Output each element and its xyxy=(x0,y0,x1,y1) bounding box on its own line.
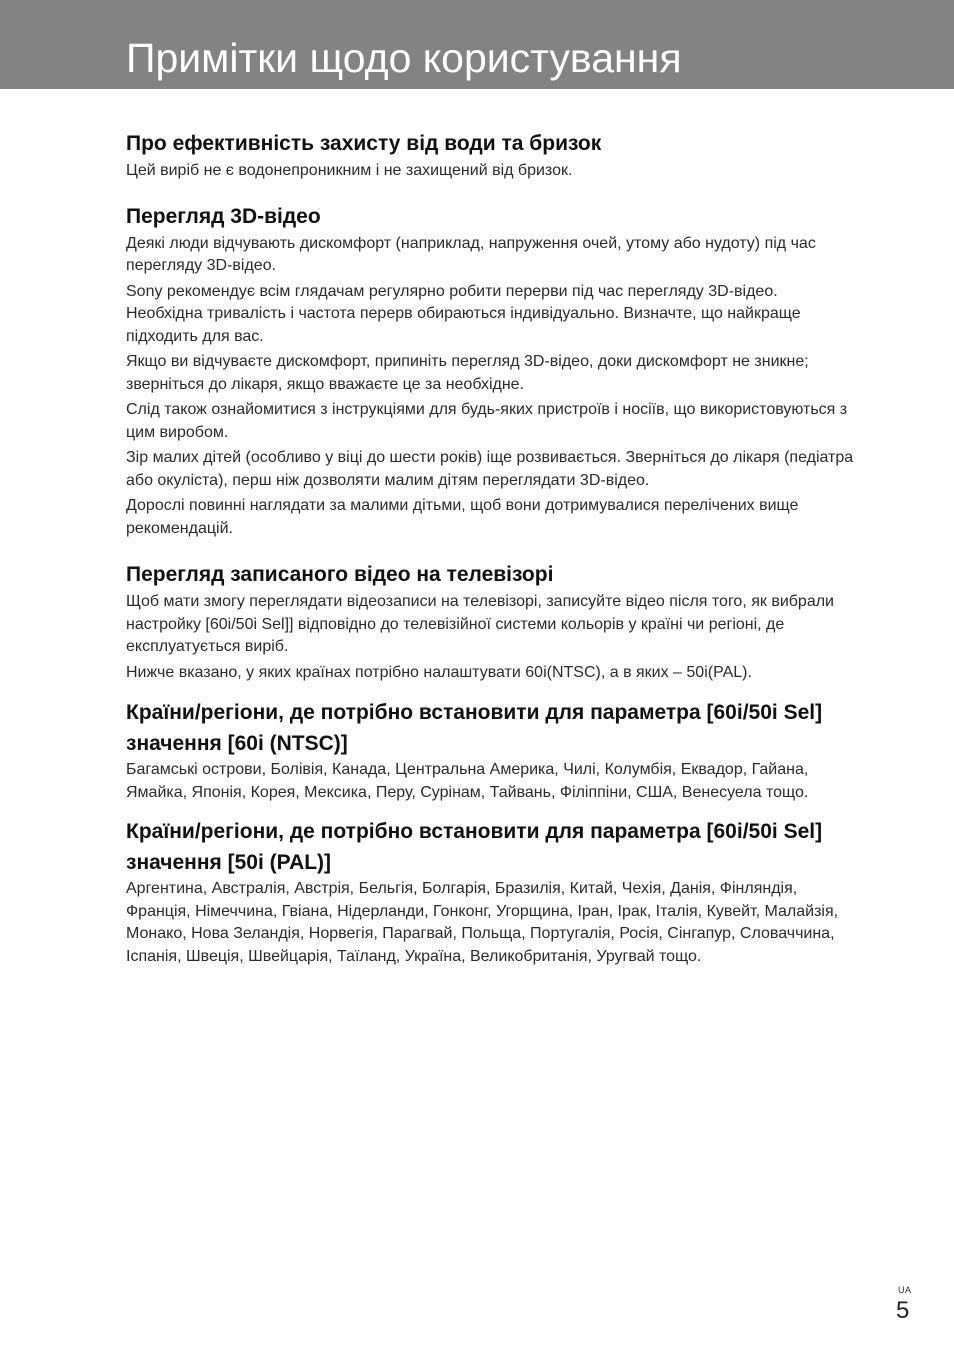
section-pal-countries xyxy=(126,816,856,968)
paragraph: Щоб мати змогу переглядати відеозаписи на телевізорі, записуйте відео після того, як вибрали настройку [60i/50i Sel]] відповідно до телевізійної системи кольорів у країні чи регіоні, де експлуатується виріб. xyxy=(126,593,834,655)
section-heading: Перегляд записаного відео на телевізорі xyxy=(126,563,554,586)
paragraph: Слід також ознайомитися з інструкціями для будь-яких пристроїв і носіїв, що використовуються з цим виробом. xyxy=(126,401,848,441)
section-heading: Про ефективність захисту від води та бризок xyxy=(126,132,602,155)
paragraph: Sony рекомендує всім глядачам регулярно робити перерви під час перегляду 3D-відео. Необхідна тривалість і частота перерв обираються індивідуально. Визначте, що найкраще підходить для вас. xyxy=(126,282,801,345)
section-water-protection xyxy=(126,128,856,183)
section-heading: Країни/регіони, де потрібно встановити для параметра [60i/50i Sel] значення [50i (PAL)] xyxy=(126,820,823,874)
section-ntsc-countries xyxy=(126,697,856,804)
paragraph: Цей виріб не є водонепроникним і не захищений від бризок. xyxy=(126,162,573,179)
paragraph: Дорослі повинні наглядати за малими дітьми, щоб вони дотримувалися перелічених вище рекомендацій. xyxy=(126,497,799,537)
paragraph: Зір малих дітей (особливо у віці до шести років) іще розвивається. Зверніться до лікаря (педіатра або окуліста), перш ніж дозволяти малим дітям переглядати 3D-відео. xyxy=(126,449,854,489)
paragraph: Деякі люди відчувають дискомфорт (наприклад, напруження очей, утому або нудоту) під час перегляду 3D-відео. xyxy=(126,234,816,274)
language-label: UA xyxy=(898,1285,912,1295)
paragraph: Нижче вказано, у яких країнах потрібно налаштувати 60i(NTSC), а в яких – 50i(PAL). xyxy=(126,663,752,681)
page-title: Примітки щодо користування xyxy=(126,35,682,81)
paragraph: Якщо ви відчуваєте дискомфорт, припиніть перегляд 3D-відео, доки дискомфорт не зникне; зверніться до лікаря, якщо вважаєте це за необхідне. xyxy=(126,353,809,393)
page-number: 5 xyxy=(896,1297,910,1324)
paragraph: Аргентина, Австралія, Австрія, Бельгія, Болгарія, Бразилія, Китай, Чехія, Данія, Фінляндія, Франція, Німеччина, Гвіана, Нідерланди, Гонконг, Угорщина, Іран, Ірак, Італія, Кувейт, Малайзія, Монако, Нова Зеландія, Норвегія, Парагвай, Польща, Португалія, Росія, Сінгапур, Словаччина, Іспанія, Швеція, Швейцарія, Таїланд, Україна, Великобританія, Уругвай тощо. xyxy=(126,880,839,965)
section-tv-viewing xyxy=(126,559,856,684)
section-3d-viewing xyxy=(126,201,856,541)
section-heading: Країни/регіони, де потрібно встановити для параметра [60i/50i Sel] значення [60i (NTSC)] xyxy=(126,701,823,755)
paragraph: Багамські острови, Болівія, Канада, Центральна Америка, Чилі, Колумбія, Еквадор, Гайана, Ямайка, Японія, Корея, Мексика, Перу, Сурінам, Тайвань, Філіппіни, США, Венесуела тощо. xyxy=(126,761,809,801)
section-heading: Перегляд 3D-відео xyxy=(126,204,321,228)
document-body xyxy=(126,128,856,971)
